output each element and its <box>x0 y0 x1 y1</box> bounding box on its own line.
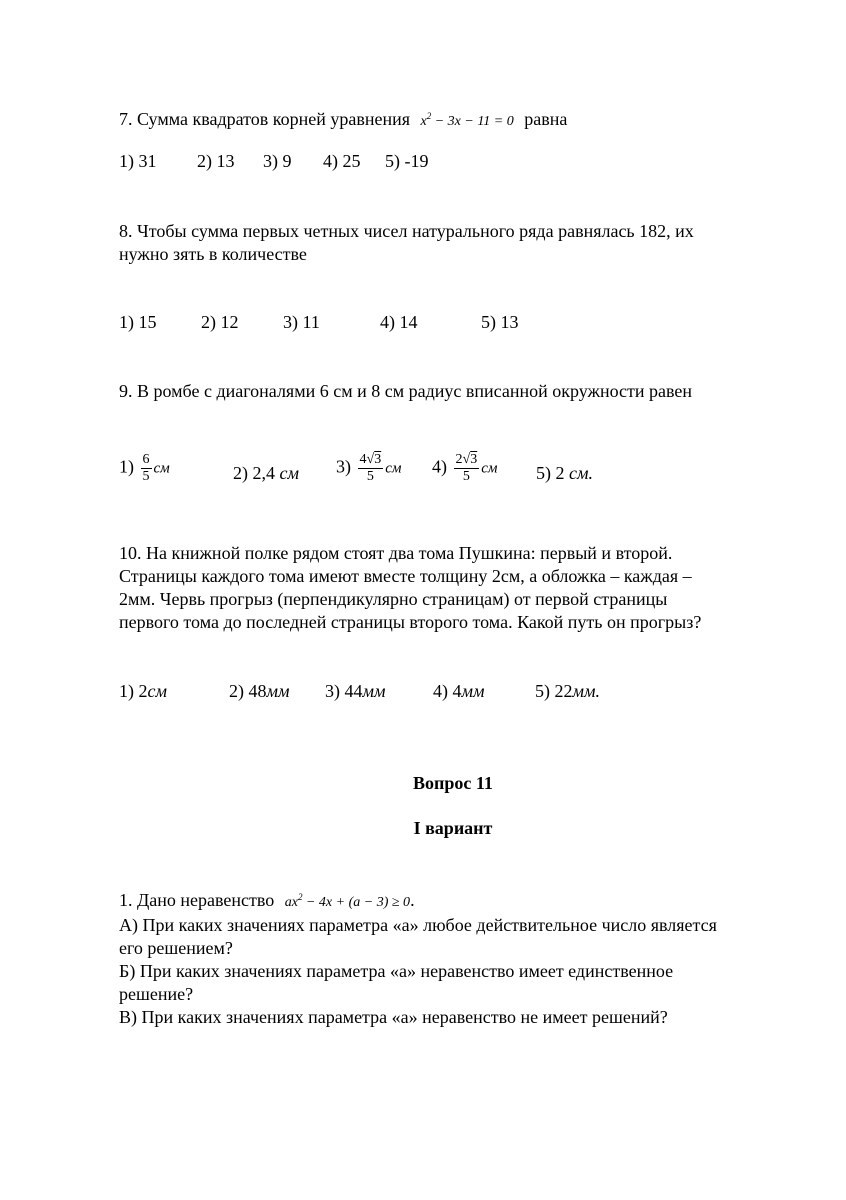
question-10-option-5: 5) 22мм. <box>535 681 600 701</box>
question-9-option-4: 4) $\frac{2√3}{5}$ см <box>432 452 498 484</box>
question-7-tail: равна <box>524 109 568 129</box>
question-11-1-text: 1. Дано неравенство $ax^2 - 4x + (a - 3) \ge 0$. <box>119 890 415 910</box>
question-8-option-4: 4) 14 <box>380 312 418 332</box>
question-11-1-prompt: 1. Дано неравенство <box>119 890 275 910</box>
question-9-option-2: 2) 2,4 см <box>233 463 299 483</box>
subquestion-a-line-1: А) При каких значениях параметра «а» любое действительное число является <box>119 915 717 935</box>
variant-title: I вариант <box>413 818 493 838</box>
question-7-text <box>119 105 567 133</box>
question-7-option-4: 4) 25 <box>323 151 361 171</box>
question-8-option-3: 3) 11 <box>283 312 320 332</box>
section-title: Вопрос 11 <box>413 773 493 793</box>
question-7-equation: $x^2 - 3x - 11 = 0$ <box>420 111 514 129</box>
question-9-option-3: 3) $\frac{4√3}{5}$ см <box>336 452 402 484</box>
question-10-line-4: первого тома до последней страницы второго тома. Какой путь он прогрыз? <box>119 612 702 632</box>
question-9-option-5: 5) 2 см. <box>536 463 593 483</box>
question-9-text: 9. В ромбе с диагоналями 6 см и 8 см радиус вписанной окружности равен <box>119 381 693 401</box>
question-10-option-1: 1) 2см <box>119 681 167 701</box>
question-8-option-1: 1) 15 <box>119 312 157 332</box>
question-7-option-5: 5) -19 <box>385 151 429 171</box>
question-10-option-3: 3) 44мм <box>325 681 386 701</box>
question-7-option-2: 2) 13 <box>197 151 235 171</box>
question-10-option-2: 2) 48мм <box>229 681 290 701</box>
question-10-option-4: 4) 4мм <box>433 681 485 701</box>
inequality-formula: $ax^2 - 4x + (a - 3) \ge 0$ <box>284 892 411 910</box>
fraction: $\frac{2√3}{5}$ <box>455 452 478 484</box>
subquestion-a-line-2: его решением? <box>119 938 233 958</box>
fraction: $\frac{4√3}{5}$ <box>359 452 382 484</box>
question-9-option-1: 1) $\frac{6}{5}$ см <box>119 452 170 484</box>
question-8-option-2: 2) 12 <box>201 312 239 332</box>
subquestion-b-line-1: Б) При каких значениях параметра «а» неравенство имеет единственное <box>119 961 674 981</box>
question-10-line-3: 2мм. Червь прогрыз (перпендикулярно страницам) от первой страницы <box>119 589 668 609</box>
question-8-option-5: 5) 13 <box>481 312 519 332</box>
fraction: $\frac{6}{5}$ <box>142 452 150 484</box>
question-8-line-2: нужно зять в количестве <box>119 244 307 264</box>
question-10-line-2: Страницы каждого тома имеют вместе толщину 2см, а обложка – каждая – <box>119 566 692 586</box>
question-7-option-3: 3) 9 <box>263 151 292 171</box>
question-7-prompt: 7. Сумма квадратов корней уравнения <box>119 109 411 129</box>
subquestion-c-line-1: В) При каких значениях параметра «а» неравенство не имеет решений? <box>119 1007 668 1027</box>
question-10-line-1: 10. На книжной полке рядом стоят два тома Пушкина: первый и второй. <box>119 543 673 563</box>
subquestion-b-line-2: решение? <box>119 984 194 1004</box>
question-7-option-1: 1) 31 <box>119 151 157 171</box>
question-8-line-1: 8. Чтобы сумма первых четных чисел натурального ряда равнялась 182, их <box>119 221 694 241</box>
